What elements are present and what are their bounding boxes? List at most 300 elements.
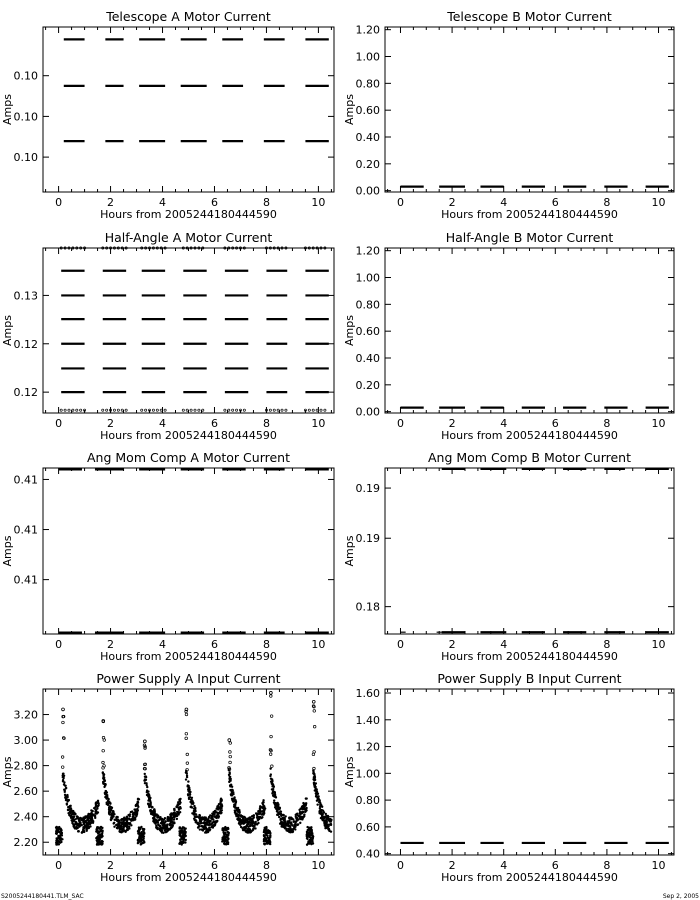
data-point [205,823,207,825]
y-axis-label: Amps [343,535,356,567]
y-tick-label: 0.60 [355,820,380,834]
data-point [194,819,196,821]
y-tick-label: 0.20 [355,378,380,392]
data-point [311,840,313,842]
data-point [280,814,282,816]
chart-title: Telescope B Motor Current [447,9,612,24]
data-point [179,833,181,835]
data-point [232,409,234,411]
x-axis-label: Hours from 2005244180444590 [441,650,618,663]
data-point [182,835,184,837]
data-point [200,825,202,827]
data-point [185,732,188,735]
data-point [235,409,237,411]
chart-panel-7 [1,671,334,884]
data-point [80,409,82,411]
data-point [268,842,270,844]
data-point [123,824,125,826]
data-point [264,832,266,834]
data-point [144,782,146,784]
data-point [135,812,137,814]
y-tick-label: 1.20 [355,244,380,258]
y-tick-label: 2.60 [13,785,38,799]
x-tick-label: 0 [55,196,63,209]
data-point [160,822,162,824]
data-point [144,773,146,775]
data-point [316,803,318,805]
data-point [312,753,315,756]
data-point [199,817,201,819]
data-point [128,818,130,820]
data-point [270,715,273,718]
data-point [229,776,231,778]
data-point [305,804,307,806]
data-point [173,815,175,817]
x-tick-label: 4 [159,859,167,872]
data-point [292,821,294,823]
data-point [307,842,309,844]
chart-title: Telescope A Motor Current [106,9,271,24]
plot-frame [43,468,334,634]
data-point [100,830,102,832]
data-point [262,806,264,808]
data-point [137,841,139,843]
data-point [296,817,298,819]
data-point [77,817,79,819]
x-axis-label: Hours from 2005244180444590 [100,650,277,663]
x-axis-label: Hours from 2005244180444590 [100,208,277,221]
data-point [227,834,229,836]
data-point [269,767,271,769]
data-point [55,832,57,834]
y-tick-label: 0.80 [355,794,380,808]
data-point [189,796,191,798]
data-point [186,772,188,774]
x-tick-label: 6 [210,196,218,209]
data-point [214,811,216,813]
data-point [186,753,189,756]
x-tick-label: 2 [107,196,115,209]
data-point [253,814,255,816]
y-axis-label: Amps [1,756,14,788]
data-point [103,778,105,780]
data-point [121,822,123,824]
data-point [291,817,293,819]
x-tick-label: 4 [500,417,508,430]
data-point [61,756,64,759]
data-point [217,805,219,807]
x-tick-label: 2 [107,859,115,872]
data-point [252,820,254,822]
data-point [236,812,238,814]
y-tick-label: 0.19 [355,532,380,546]
data-point [110,814,112,816]
footer-right: Sep 2, 2005 [662,893,699,900]
data-point [72,813,74,815]
data-point [131,819,133,821]
data-point [208,821,210,823]
data-point [132,813,134,815]
data-point [162,820,164,822]
data-point [199,820,201,822]
data-point [276,802,278,804]
data-point [263,843,265,845]
y-tick-label: 0.41 [13,473,38,487]
data-point [115,819,117,821]
data-point [144,779,146,781]
data-point [95,830,97,832]
data-point [62,721,65,724]
data-point [268,830,270,832]
data-point [126,827,128,829]
data-point [140,840,142,842]
data-point [148,804,150,806]
data-point [212,824,214,826]
data-point [60,409,62,411]
data-point [184,841,186,843]
data-point [166,827,168,829]
data-point [320,817,322,819]
data-point [147,799,149,801]
y-tick-label: 0.00 [355,405,380,419]
data-point [173,822,175,824]
data-point [319,804,321,806]
data-point [60,830,62,832]
data-point [113,826,115,828]
data-point [239,824,241,826]
data-point [259,807,261,809]
data-point [312,409,314,411]
data-point [155,819,157,821]
data-point [236,808,238,810]
data-point [66,803,68,805]
data-point [136,804,138,806]
data-point [219,801,221,803]
data-point [302,817,304,819]
y-tick-label: 1.60 [355,687,380,701]
data-point [153,817,155,819]
data-point [166,818,168,820]
y-tick-label: 0.40 [355,352,380,365]
chart-panel-5 [1,450,334,663]
data-point [112,810,114,812]
data-point [142,829,144,831]
data-point [92,822,94,824]
data-point [138,828,140,830]
data-point [170,819,172,821]
data-point [121,409,123,411]
data-point [254,823,256,825]
x-tick-label: 6 [210,859,218,872]
data-point [62,779,64,781]
data-point [67,809,69,811]
data-point [243,409,245,411]
x-tick-label: 4 [159,417,167,430]
data-point [159,829,161,831]
data-point [164,817,166,819]
data-point [83,831,85,833]
y-axis-label: Amps [1,94,14,125]
data-point [203,828,205,830]
data-point [226,831,228,833]
data-point [233,804,235,806]
data-point [227,838,229,840]
data-point [187,780,189,782]
y-tick-label: 0.80 [355,298,380,312]
data-point [270,695,273,698]
data-point [182,831,184,833]
data-point [235,814,237,816]
data-point [102,409,104,411]
y-tick-label: 2.20 [13,836,38,850]
data-point [186,409,188,411]
x-tick-label: 4 [159,638,167,651]
data-point [232,791,234,793]
data-point [116,827,118,829]
data-point [261,813,263,815]
data-point [194,815,196,817]
data-point [324,409,326,411]
data-point [142,839,144,841]
data-point [290,821,292,823]
data-point [120,824,122,826]
data-point [126,816,128,818]
data-point [194,807,196,809]
data-point [312,700,315,703]
data-point [215,815,217,817]
data-point [273,801,275,803]
data-point [181,840,183,842]
data-point [220,804,222,806]
x-tick-label: 8 [262,859,270,872]
data-point [112,822,114,824]
data-point [137,809,139,811]
data-point [329,818,331,820]
data-point [146,786,148,788]
chart-title: Power Supply B Input Current [437,671,622,686]
data-point [96,805,98,807]
y-tick-label: 0.00 [355,184,380,198]
data-point [277,805,279,807]
data-point [193,813,195,815]
data-point [72,409,74,411]
data-point [65,787,67,789]
data-point [229,755,232,758]
data-point [91,814,93,816]
data-point [61,832,63,834]
data-point [280,822,282,824]
data-point [311,842,313,844]
data-point [227,843,229,845]
plot-frame [385,248,674,413]
x-tick-label: 4 [159,196,167,209]
data-point [177,804,179,806]
data-point [99,842,101,844]
x-tick-label: 10 [311,638,326,651]
data-point [229,751,232,754]
data-point [180,829,182,831]
data-point [282,814,284,816]
data-point [150,809,152,811]
data-point [75,827,77,829]
data-point [97,801,99,803]
data-point [215,821,217,823]
data-point [186,762,189,765]
data-point [113,409,115,411]
data-point [107,804,109,806]
data-point [55,830,57,832]
data-point [118,830,120,832]
data-point [229,742,232,745]
data-point [277,409,279,411]
data-point [231,798,233,800]
data-point [279,807,281,809]
data-point [222,831,224,833]
data-point [217,813,219,815]
data-point [270,773,272,775]
data-point [260,810,262,812]
data-point [183,826,185,828]
data-point [313,773,315,775]
data-point [78,820,80,822]
data-point [313,710,316,713]
data-point [280,825,282,827]
data-point [242,829,244,831]
data-point [102,775,104,777]
data-point [229,773,231,775]
data-point [108,806,110,808]
data-point [122,818,124,820]
data-point [146,789,148,791]
data-point [117,409,119,411]
data-point [55,839,57,841]
data-point [271,780,273,782]
data-point [126,824,128,826]
data-point [71,822,73,824]
data-point [307,829,309,831]
y-tick-label: 1.40 [355,713,380,727]
y-tick-label: 1.20 [355,740,380,754]
x-tick-label: 0 [55,417,63,430]
data-point [275,807,277,809]
y-tick-label: 0.13 [13,289,38,303]
data-point [203,818,205,820]
data-point [269,409,271,411]
data-point [234,806,236,808]
data-point [236,818,238,820]
data-point [247,826,249,828]
x-axis-label: Hours from 2005244180444590 [441,208,618,221]
data-point [64,796,66,798]
data-point [253,825,255,827]
data-point [316,792,318,794]
chart-panel-3 [1,230,334,442]
data-point [262,801,264,803]
x-tick-label: 10 [311,859,326,872]
data-point [183,833,185,835]
x-axis-label: Hours from 2005244180444590 [441,871,618,884]
data-point [250,831,252,833]
chart-title: Ang Mom Comp B Motor Current [427,450,632,465]
data-point [319,807,321,809]
data-series [59,469,329,632]
data-point [156,409,158,411]
data-point [100,827,102,829]
data-point [194,409,196,411]
data-point [258,816,260,818]
data-point [77,830,79,832]
data-point [160,409,162,411]
data-point [313,725,316,728]
data-point [299,822,301,824]
data-point [295,820,297,822]
data-point [199,828,201,830]
data-point [111,807,113,809]
data-point [247,831,249,833]
x-tick-label: 6 [551,638,559,651]
data-point [116,823,118,825]
data-point [263,838,265,840]
data-point [278,816,280,818]
y-tick-label: 0.10 [13,151,38,165]
data-point [222,828,224,830]
data-point [96,807,98,809]
data-point [305,797,307,799]
data-point [255,812,257,814]
data-point [142,842,144,844]
y-tick-label: 0.41 [13,573,38,587]
data-point [244,821,246,823]
data-point [328,830,330,832]
data-point [271,792,273,794]
x-tick-label: 8 [262,638,270,651]
footer-left: S2005244180441.TLM_SAC [1,893,84,900]
data-point [187,788,189,790]
y-tick-label: 0.10 [13,69,38,83]
data-point [324,824,326,826]
data-point [66,796,68,798]
data-point [319,801,321,803]
data-point [131,810,133,812]
data-point [94,812,96,814]
data-point [104,783,106,785]
data-point [165,820,167,822]
data-point [258,813,260,815]
chart-title: Ang Mom Comp A Motor Current [87,450,290,465]
data-point [224,843,226,845]
data-point [166,830,168,832]
data-point [125,830,127,832]
data-point [164,409,166,411]
data-point [288,830,290,832]
y-tick-label: 3.00 [13,734,38,748]
data-point [170,827,172,829]
data-point [265,827,267,829]
data-point [240,814,242,816]
data-point [209,828,211,830]
data-point [183,837,185,839]
x-tick-label: 2 [448,196,456,209]
data-point [265,842,267,844]
plot-frame [385,27,674,192]
data-point [229,761,232,764]
x-tick-label: 4 [500,638,508,651]
data-point [182,409,184,411]
data-point [134,818,136,820]
y-tick-label: 0.40 [355,847,380,861]
data-point [107,800,109,802]
x-tick-label: 6 [210,638,218,651]
